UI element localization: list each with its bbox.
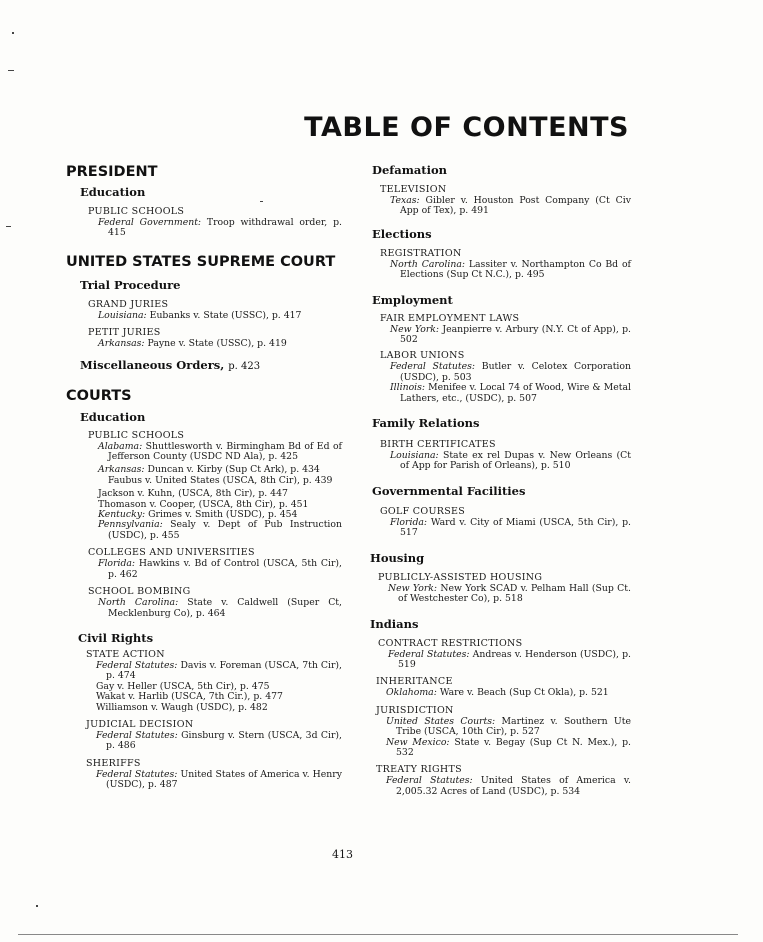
case-entry: Pennsylvania: Sealy v. Dept of Pub Instruction (USDC), p. 455 bbox=[98, 519, 342, 541]
category-television: TELEVISION bbox=[380, 184, 447, 195]
left-column bbox=[66, 163, 342, 791]
category-inheritance: INHERITANCE bbox=[376, 676, 453, 688]
subsection-family-relations: Family Relations bbox=[372, 416, 480, 431]
case-entry: Louisiana: Eubanks v. State (USSC), p. 417 bbox=[98, 309, 302, 321]
bottom-scan-line bbox=[18, 934, 738, 935]
category-registration: REGISTRATION bbox=[380, 247, 462, 259]
case-entry: Jackson v. Kuhn, (USCA, 8th Cir), p. 447 bbox=[98, 488, 288, 500]
case-entry: Gay v. Heller (USCA, 5th Cir), p. 475 bbox=[96, 680, 270, 692]
case-entry: Federal Statutes: Ginsburg v. Stern (USCA, 3d Cir), p. 486 bbox=[96, 729, 342, 752]
case-entry: Arkansas: Duncan v. Kirby (Sup Ct Ark), p. 434 bbox=[98, 464, 320, 476]
category-publicly-assisted-housing: PUBLICLY-ASSISTED HOUSING bbox=[378, 571, 543, 583]
case-entry: Federal Statutes: United States of America v. Henry (USDC), p. 487 bbox=[96, 768, 342, 791]
category-public-schools: PUBLIC SCHOOLS bbox=[88, 206, 185, 217]
case-entry: Federal Statutes: Andreas v. Henderson (USDC), p. 519 bbox=[388, 648, 631, 670]
category-state-action: STATE ACTION bbox=[86, 648, 165, 660]
case-entry: North Carolina: State v. Caldwell (Super Ct, Mecklenburg Co), p. 464 bbox=[98, 597, 342, 619]
category-grand-juries: GRAND JURIES bbox=[88, 298, 169, 310]
subsection-education: Education bbox=[80, 185, 146, 199]
subsection-housing: Housing bbox=[370, 550, 425, 565]
category-judicial-decision: JUDICIAL DECISION bbox=[86, 718, 194, 730]
category-public-schools: PUBLIC SCHOOLS bbox=[88, 429, 185, 441]
case-entry: New York: Jeanpierre v. Arbury (N.Y. Ct of App), p. 502 bbox=[390, 323, 631, 346]
page-title: TABLE OF CONTENTS bbox=[304, 112, 629, 143]
case-entry: New York: New York SCAD v. Pelham Hall (Sup Ct. of Westchester Co), p. 518 bbox=[388, 582, 631, 605]
case-entry: Federal Statutes: United States of America v. 2,005.32 Acres of Land (USDC), p. 534 bbox=[386, 775, 631, 797]
case-entry: Arkansas: Payne v. State (USSC), p. 419 bbox=[98, 338, 287, 350]
subsection-civil-rights: Civil Rights bbox=[78, 630, 154, 645]
category-treaty-rights: TREATY RIGHTS bbox=[376, 764, 462, 776]
case-entry: Oklahoma: Ware v. Beach (Sup Ct Okla), p. 521 bbox=[386, 687, 609, 699]
scan-speck bbox=[8, 70, 14, 71]
section-supreme-court: UNITED STATES SUPREME COURT bbox=[66, 253, 336, 270]
category-golf-courses: GOLF COURSES bbox=[380, 505, 466, 517]
case-entry: Florida: Hawkins v. Bd of Control (USCA, 5th Cir), p. 462 bbox=[98, 558, 342, 580]
case-entry: North Carolina: Lassiter v. Northampton Co Bd of Elections (Sup Ct N.C.), p. 495 bbox=[390, 258, 631, 281]
case-entry: Kentucky: Grimes v. Smith (USDC), p. 454 bbox=[98, 509, 298, 521]
category-jurisdiction: JURISDICTION bbox=[376, 704, 454, 716]
section-president: PRESIDENT bbox=[66, 164, 158, 180]
case-entry: Federal Statutes: Butler v. Celotex Corporation (USDC), p. 503 bbox=[390, 361, 631, 383]
category-sheriffs: SHERIFFS bbox=[86, 757, 141, 769]
category-colleges: COLLEGES AND UNIVERSITIES bbox=[88, 547, 255, 559]
subsection-elections: Elections bbox=[372, 226, 432, 241]
scan-speck bbox=[36, 905, 38, 907]
case-entry: Federal Statutes: Davis v. Foreman (USCA, 7th Cir), p. 474 bbox=[96, 659, 342, 682]
case-entry: New Mexico: State v. Begay (Sup Ct N. Mex.), p. 532 bbox=[386, 736, 631, 758]
case-entry: Texas: Gibler v. Houston Post Company (Ct Civ App of Tex), p. 491 bbox=[390, 195, 631, 217]
scan-speck bbox=[6, 226, 11, 227]
case-entry: Williamson v. Waugh (USDC), p. 482 bbox=[96, 701, 268, 713]
case-entry: Louisiana: State ex rel Dupas v. New Orleans (Ct of App for Parish of Orleans), p. 510 bbox=[390, 450, 631, 472]
subsection-trial-procedure: Trial Procedure bbox=[80, 277, 181, 292]
category-petit-juries: PETIT JURIES bbox=[88, 327, 161, 339]
subsection-indians: Indians bbox=[370, 616, 419, 631]
section-courts: COURTS bbox=[66, 387, 132, 404]
right-column bbox=[370, 163, 631, 797]
category-labor-unions: LABOR UNIONS bbox=[380, 350, 465, 362]
page-number: 413 bbox=[332, 848, 353, 861]
case-entry: Thomason v. Cooper, (USCA, 8th Cir), p. 451 bbox=[98, 498, 309, 510]
category-fair-employment: FAIR EMPLOYMENT LAWS bbox=[380, 312, 520, 324]
case-entry: Wakat v. Harlib (USCA, 7th Cir.), p. 477 bbox=[96, 691, 283, 703]
category-birth-certificates: BIRTH CERTIFICATES bbox=[380, 439, 496, 451]
case-entry: Federal Government: Troop withdrawal order, p. 415 bbox=[98, 217, 342, 239]
category-school-bombing: SCHOOL BOMBING bbox=[88, 586, 191, 598]
subsection-employment: Employment bbox=[372, 292, 453, 307]
case-entry: Illinois: Menifee v. Local 74 of Wood, Wire & Metal Lathers, etc., (USDC), p. 507 bbox=[390, 382, 631, 404]
case-entry: Alabama: Shuttlesworth v. Birmingham Bd of Ed of Jefferson County (USDC ND Ala), p. 425 bbox=[98, 440, 342, 463]
case-entry: Florida: Ward v. City of Miami (USCA, 5th Cir), p. 517 bbox=[390, 516, 631, 539]
category-contract-restrictions: CONTRACT RESTRICTIONS bbox=[378, 637, 523, 649]
subsection-education: Education bbox=[80, 409, 146, 424]
scan-speck bbox=[12, 32, 14, 34]
case-entry: Faubus v. United States (USCA, 8th Cir), p. 439 bbox=[108, 474, 333, 486]
case-entry: United States Courts: Martinez v. Southern Ute Tribe (USCA, 10th Cir), p. 527 bbox=[386, 715, 631, 738]
subsection-governmental-facilities: Governmental Facilities bbox=[372, 483, 526, 498]
subsection-miscellaneous-orders: Miscellaneous Orders, p. 423 bbox=[80, 357, 261, 372]
subsection-defamation: Defamation bbox=[372, 163, 448, 177]
